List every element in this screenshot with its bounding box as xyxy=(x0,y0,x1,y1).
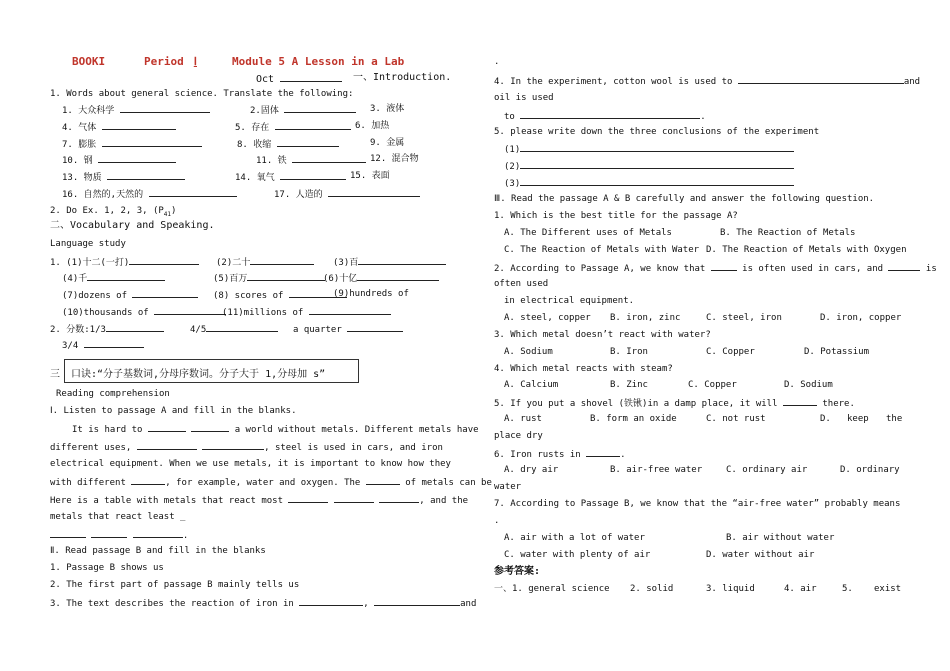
mc-text: 5. If you put a shovel (铁锹)in a damp place, it will xyxy=(494,399,778,409)
mc-question: 6. Iron rusts in . xyxy=(494,447,626,461)
word-blank[interactable] xyxy=(292,153,366,163)
numeral-label: (3)百 xyxy=(333,258,359,268)
tip-box xyxy=(64,359,359,383)
cloze-blank[interactable] xyxy=(50,528,86,538)
cloze-text: different uses, xyxy=(50,443,132,453)
q2-end: ) xyxy=(171,206,177,216)
word-item xyxy=(250,103,356,117)
mc-option[interactable]: B. Iron xyxy=(610,347,648,357)
numeral-blank[interactable] xyxy=(132,288,198,298)
mc-option[interactable]: A. dry air xyxy=(504,465,559,475)
mc-blank[interactable] xyxy=(586,447,620,457)
mc-option[interactable]: B. air-free water xyxy=(610,465,703,475)
word-label: 2.固体 xyxy=(250,106,279,116)
mc-option[interactable]: C. The Reaction of Metals with Water xyxy=(504,245,700,255)
conclusion-label: (3) xyxy=(504,179,521,189)
mc-question-cont: in electrical equipment. xyxy=(504,296,635,306)
numeral-item xyxy=(216,255,314,269)
numeral-blank[interactable] xyxy=(87,271,165,281)
conclusion-blank[interactable] xyxy=(520,142,794,152)
word-blank[interactable] xyxy=(107,170,185,180)
word-item xyxy=(274,187,420,201)
passage-b-q3: 3. The text describes the reaction of iron in , and xyxy=(50,596,476,610)
conclusion-blank[interactable] xyxy=(520,159,794,169)
answer-item: 5. xyxy=(842,584,853,594)
cloze-blank[interactable] xyxy=(379,493,419,503)
numeral-item xyxy=(222,305,391,319)
word-label: 1. 大众科学 xyxy=(62,106,115,116)
period-number: Ⅰ xyxy=(193,55,197,68)
numeral-label: (6)十亿 xyxy=(323,274,358,284)
fraction-item xyxy=(62,338,144,352)
oct-label xyxy=(256,72,342,86)
fraction-label: 4/5 xyxy=(190,325,207,335)
conclusion-label: (2) xyxy=(504,162,521,172)
numeral-item xyxy=(50,255,199,269)
section-three-title: Ⅲ. Read the passage A & B carefully and answer the following question. xyxy=(494,194,875,204)
fraction-blank[interactable] xyxy=(206,322,278,332)
word-item xyxy=(235,170,346,184)
cloze-text: , and the xyxy=(419,496,469,506)
numeral-blank[interactable] xyxy=(357,271,439,281)
word-blank[interactable] xyxy=(284,103,356,113)
numeral-label: (2)二十 xyxy=(216,258,251,268)
mc-question xyxy=(494,261,937,275)
tip-text: 口诀:“分子基数词,分母序数词。分子大于 1,分母加 s” xyxy=(71,369,326,380)
mc-option[interactable]: B. form an oxide xyxy=(590,414,677,424)
word-item: 3. 液体 xyxy=(370,104,405,114)
cloze-blank[interactable] xyxy=(91,528,127,538)
word-label: 17. 人造的 xyxy=(274,190,323,200)
conclusion-blank[interactable] xyxy=(520,176,794,186)
question-4-cont: oil is used xyxy=(494,93,554,103)
mc-option[interactable]: C. not rust xyxy=(706,414,766,424)
q3-text: 3. The text describes the reaction of iron in xyxy=(50,599,294,609)
word-label: 14. 氧气 xyxy=(235,173,275,183)
period-label xyxy=(144,56,207,68)
mc-option[interactable]: D. xyxy=(820,414,831,424)
mc-option[interactable]: C. ordinary air xyxy=(726,465,808,475)
reading-title: Reading comprehension xyxy=(56,389,170,399)
mc-option[interactable]: B. air without water xyxy=(726,533,835,543)
word-blank[interactable] xyxy=(275,120,351,130)
q3-blank[interactable] xyxy=(374,596,460,606)
mc-option[interactable]: A. steel, copper xyxy=(504,313,591,323)
passage-a-line xyxy=(72,422,479,436)
word-label: 13. 物质 xyxy=(62,173,102,183)
mc-text: 2. According to Passage A, we know that xyxy=(494,264,706,274)
q4-text: 4. In the experiment, cotton wool is used to xyxy=(494,77,733,87)
numeral-item xyxy=(62,271,165,285)
numeral-label: (7)dozens of xyxy=(62,291,128,301)
mc-option[interactable]: D. Potassium xyxy=(804,347,870,357)
numeral-blank[interactable] xyxy=(309,305,391,315)
q4-text: and xyxy=(903,77,921,87)
numeral-item xyxy=(213,288,347,302)
book-label: BOOKI xyxy=(72,55,106,68)
oct-blank[interactable] xyxy=(280,72,342,82)
word-item: 12. 混合物 xyxy=(370,154,419,164)
numeral-item: (9)hundreds of xyxy=(333,289,409,299)
passage-a-line xyxy=(50,475,492,489)
cloze-blank[interactable] xyxy=(191,422,229,432)
q2-page: 41 xyxy=(163,210,172,218)
cloze-text: It is hard to xyxy=(72,425,143,435)
conclusion-item xyxy=(504,176,794,190)
section-three-mark: 三 xyxy=(50,369,60,380)
cloze-blank[interactable] xyxy=(334,493,374,503)
numeral-label: (10)thousands of xyxy=(62,308,149,318)
section-introduction: 一、Introduction. xyxy=(353,72,452,83)
mc-option[interactable]: D. The Reaction of Metals with Oxygen xyxy=(706,245,907,255)
oct-text: Oct xyxy=(256,74,275,85)
numeral-label: (8) scores of xyxy=(213,291,284,301)
numeral-blank[interactable] xyxy=(129,255,199,265)
passage-a-line xyxy=(50,493,468,507)
word-item xyxy=(62,103,210,117)
question-4-to: to . xyxy=(504,109,706,123)
passage-b-title: Ⅱ. Read passage B and fill in the blanks xyxy=(50,546,266,556)
mc-option[interactable]: C. Copper xyxy=(688,380,737,390)
mc-option[interactable]: A. Sodium xyxy=(504,347,553,357)
q4-blank[interactable] xyxy=(520,109,700,119)
mc-question: 3. Which metal doesn’t react with water? xyxy=(494,330,711,340)
word-label: 11. 铁 xyxy=(256,156,287,166)
passage-a-line xyxy=(50,440,443,454)
q2-text: 2. Do Ex. 1, 2, 3, (P xyxy=(50,206,164,216)
mc-text: is often used in cars, and xyxy=(742,264,884,274)
cloze-text: a world without metals. Different metals have xyxy=(234,425,479,435)
mc-question-cont: . xyxy=(494,516,500,526)
word-blank[interactable] xyxy=(149,187,237,197)
continuation-dot: . xyxy=(494,57,500,67)
numeral-blank[interactable] xyxy=(247,271,325,281)
word-item: 6. 加热 xyxy=(355,121,390,131)
cloze-blank[interactable] xyxy=(202,440,264,450)
numeral-label: (11)millions of xyxy=(222,308,304,318)
word-item xyxy=(235,120,351,134)
mc-text: is xyxy=(925,264,937,274)
fraction-item xyxy=(293,322,403,336)
numeral-label: (4)千 xyxy=(62,274,88,284)
conclusion-label: (1) xyxy=(504,145,521,155)
numeral-blank[interactable] xyxy=(358,255,446,265)
word-item xyxy=(237,137,339,151)
word-item xyxy=(62,170,185,184)
word-item xyxy=(62,153,176,167)
fraction-item xyxy=(190,322,278,336)
mc-option[interactable]: D. Sodium xyxy=(784,380,833,390)
cloze-text: Here is a table with metals that react most xyxy=(50,496,283,506)
fraction-label: 2. 分数:1/3 xyxy=(50,325,106,335)
cloze-text: with different xyxy=(50,478,126,488)
section-vocabulary: 二、Vocabulary and Speaking. xyxy=(50,220,215,231)
numeral-item xyxy=(62,288,198,302)
word-label: 10. 钢 xyxy=(62,156,93,166)
word-blank[interactable] xyxy=(280,170,346,180)
mc-option[interactable]: D. iron, copper xyxy=(820,313,902,323)
word-item xyxy=(62,120,176,134)
passage-a-line: electrical equipment. When we use metals, it is important to know how they xyxy=(50,459,451,469)
word-label: 8. 收缩 xyxy=(237,140,272,150)
numeral-label: 1. (1)十二(一打) xyxy=(50,258,130,268)
answer-item: 2. solid xyxy=(630,584,674,594)
fraction-blank[interactable] xyxy=(347,322,403,332)
mc-option[interactable]: A. Calcium xyxy=(504,380,559,390)
mc-option[interactable]: C. steel, iron xyxy=(706,313,782,323)
mc-question: 4. Which metal reacts with steam? xyxy=(494,364,673,374)
numeral-item xyxy=(213,271,325,285)
numeral-label: (5)百万 xyxy=(213,274,248,284)
mc-question xyxy=(494,396,855,410)
word-label: 5. 存在 xyxy=(235,123,270,133)
word-item: 9. 金属 xyxy=(370,138,405,148)
cloze-blank[interactable] xyxy=(148,422,186,432)
word-item: 15. 表面 xyxy=(350,171,390,181)
language-study-label: Language study xyxy=(50,239,126,249)
conclusion-item xyxy=(504,142,794,156)
numeral-blank[interactable] xyxy=(250,255,314,265)
cloze-text: , steel is used in cars, and iron xyxy=(264,443,443,453)
mc-option-word: the xyxy=(886,414,903,424)
fraction-label: a quarter xyxy=(293,325,342,335)
passage-b-q2: 2. The first part of passage B mainly tells us xyxy=(50,580,300,590)
conclusion-item xyxy=(504,159,794,173)
mc-option[interactable]: B. iron, zinc xyxy=(610,313,681,323)
word-item xyxy=(62,137,202,151)
numeral-item xyxy=(323,271,439,285)
mc-text: there. xyxy=(822,399,855,409)
word-blank[interactable] xyxy=(102,137,202,147)
fraction-item xyxy=(50,322,164,336)
mc-option[interactable]: B. Zinc xyxy=(610,380,648,390)
mc-question: 1. Which is the best title for the passage A? xyxy=(494,211,738,221)
answer-key-title: 参考答案: xyxy=(494,566,541,577)
fraction-label: 3/4 xyxy=(62,341,79,351)
mc-blank[interactable] xyxy=(888,261,920,271)
word-blank[interactable] xyxy=(102,120,176,130)
answer-item: exist xyxy=(874,584,902,594)
mc-blank[interactable] xyxy=(783,396,817,406)
numeral-item xyxy=(62,305,226,319)
mc-option[interactable]: B. The Reaction of Metals xyxy=(720,228,856,238)
q3-text: and xyxy=(460,599,477,609)
mc-option[interactable]: D. ordinary xyxy=(840,465,900,475)
cloze-blank[interactable] xyxy=(137,440,197,450)
word-label: 7. 膨胀 xyxy=(62,140,97,150)
answer-item: 3. liquid xyxy=(706,584,755,594)
q3-blank[interactable] xyxy=(299,596,363,606)
q4-blank[interactable] xyxy=(738,74,904,84)
intro-q2 xyxy=(50,205,176,221)
passage-a-line: . xyxy=(50,528,188,542)
mc-option-word: keep xyxy=(847,414,869,424)
passage-a-line: metals that react least _ xyxy=(50,512,186,522)
numeral-item xyxy=(333,255,446,269)
cloze-text: of metals can be xyxy=(405,478,492,488)
question-5: 5. please write down the three conclusions of the experiment xyxy=(494,127,820,137)
mc-question-cont: often used xyxy=(494,279,549,289)
mc-option[interactable]: A. The Different uses of Metals xyxy=(504,228,672,238)
answer-item: 4. air xyxy=(784,584,817,594)
word-label: 4. 气体 xyxy=(62,123,97,133)
cloze-blank[interactable] xyxy=(366,475,400,485)
mc-question-cont: place dry xyxy=(494,431,543,441)
numeral-blank[interactable] xyxy=(154,305,226,315)
cloze-blank[interactable] xyxy=(131,475,165,485)
answer-item: 一、1. general science xyxy=(494,584,610,594)
cloze-blank[interactable] xyxy=(133,528,183,538)
mc-blank[interactable] xyxy=(711,261,737,271)
mc-text: 6. Iron rusts in xyxy=(494,450,581,460)
word-item xyxy=(256,153,366,167)
cloze-text: , for example, water and oxygen. The xyxy=(165,478,361,488)
fraction-blank[interactable] xyxy=(106,322,164,332)
passage-a-title: Ⅰ. Listen to passage A and fill in the blanks. xyxy=(50,406,297,416)
word-blank[interactable] xyxy=(120,103,210,113)
word-item xyxy=(62,187,237,201)
mc-option[interactable]: A. rust xyxy=(504,414,542,424)
mc-question: 7. According to Passage B, we know that the “air-free water” probably means xyxy=(494,499,901,509)
mc-option[interactable]: C. Copper xyxy=(706,347,755,357)
intro-q1: 1. Words about general science. Translate the following: xyxy=(50,89,354,99)
mc-option[interactable]: D. water without air xyxy=(706,550,815,560)
mc-option[interactable]: A. air with a lot of water xyxy=(504,533,645,543)
word-blank[interactable] xyxy=(328,187,420,197)
mc-question-cont: water xyxy=(494,482,522,492)
word-blank[interactable] xyxy=(277,137,339,147)
word-blank[interactable] xyxy=(98,153,176,163)
q4-text: to xyxy=(504,112,515,122)
question-4 xyxy=(494,74,920,88)
fraction-blank[interactable] xyxy=(84,338,144,348)
cloze-blank[interactable] xyxy=(288,493,328,503)
module-title: Module 5 A Lesson in a Lab xyxy=(232,55,405,68)
period-text: Period xyxy=(144,55,184,68)
word-label: 16. 自然的,天然的 xyxy=(62,190,144,200)
mc-option[interactable]: C. water with plenty of air xyxy=(504,550,651,560)
passage-b-q1: 1. Passage B shows us xyxy=(50,563,164,573)
